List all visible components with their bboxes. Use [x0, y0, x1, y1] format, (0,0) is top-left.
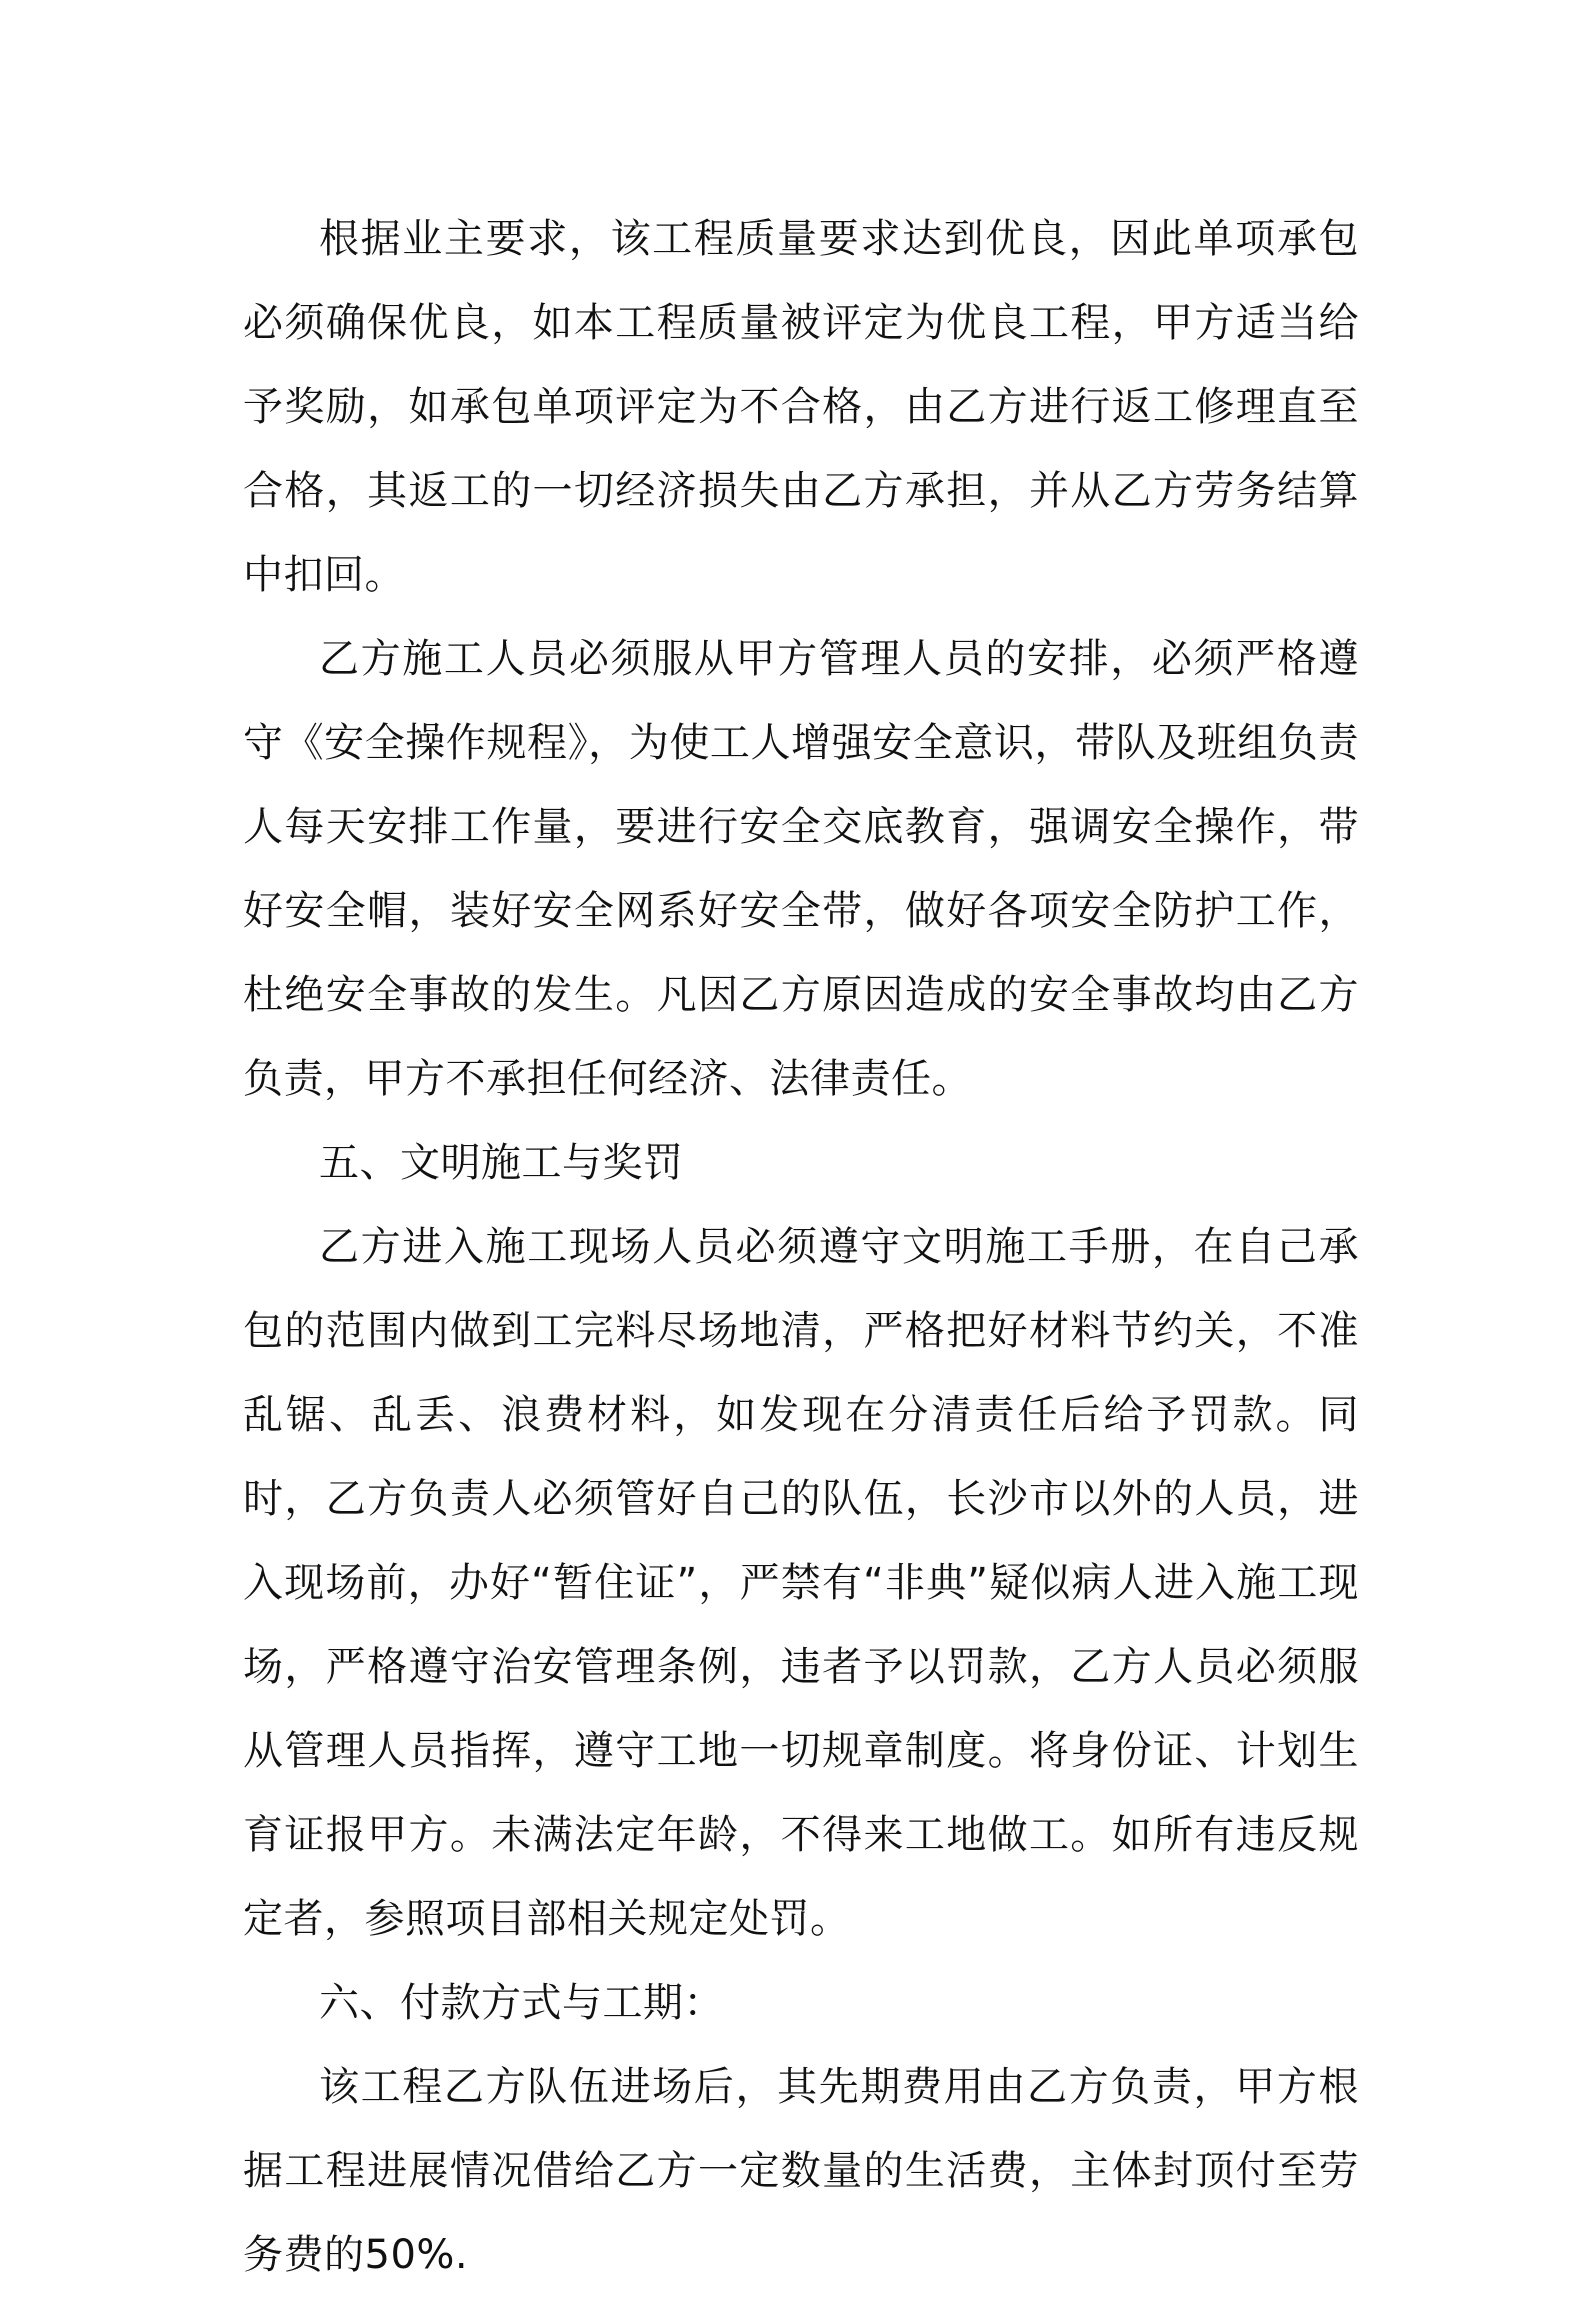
- section-heading-payment-terms: 六、付款方式与工期：: [319, 1980, 724, 2026]
- paragraph-quality-requirements: 根据业主要求，该工程质量要求达到优良，因此单项承包必须确保优良，如本工程质量被评定为优良工程，甲方适当给予奖励，如承包单项评定为不合格，由乙方进行返工修理直至合格，其返工的一切经济损失由乙方承担，并从乙方劳务结算中扣回。: [243, 216, 1359, 598]
- section-heading-civilized-construction: 五、文明施工与奖罚: [319, 1140, 684, 1186]
- paragraph-civilized-construction: 乙方进入施工现场人员必须遵守文明施工手册，在自己承包的范围内做到工完料尽场地清，严格把好材料节约关，不准乱锯、乱丢、浪费材料，如发现在分清责任后给予罚款。同时，乙方负责人必须管好自己的队伍，长沙市以外的人员，进入现场前，办好“暂住证”，严禁有“非典”疑似病人进入施工现场，严格遵守治安管理条例，违者予以罚款，乙方人员必须服从管理人员指挥，遵守工地一切规章制度。将身份证、计划生育证报甲方。未满法定年龄，不得来工地做工。如所有违反规定者，参照项目部相关规定处罚。: [243, 1224, 1359, 1942]
- paragraph-payment-terms: 该工程乙方队伍进场后，其先期费用由乙方负责，甲方根据工程进展情况借给乙方一定数量的生活费，主体封顶付至劳务费的50%.: [243, 2064, 1359, 2278]
- paragraph-safety-rules: 乙方施工人员必须服从甲方管理人员的安排，必须严格遵守《安全操作规程》，为使工人增强安全意识，带队及班组负责人每天安排工作量，要进行安全交底教育，强调安全操作，带好安全帽，装好安全网系好安全带，做好各项安全防护工作，杜绝安全事故的发生。凡因乙方原因造成的安全事故均由乙方负责，甲方不承担任何经济、法律责任。: [243, 636, 1359, 1102]
- document-body: [243, 197, 1359, 2297]
